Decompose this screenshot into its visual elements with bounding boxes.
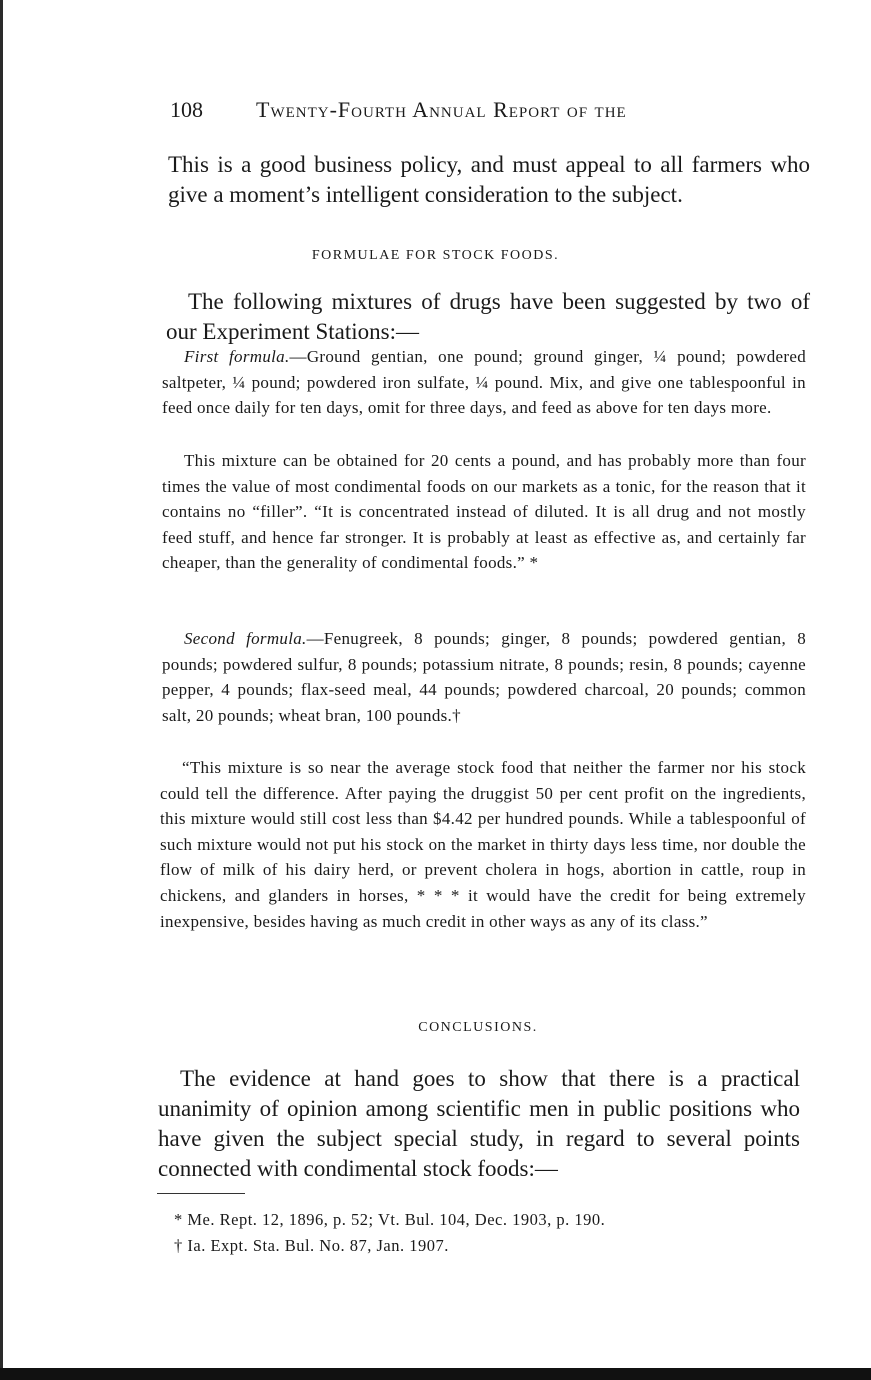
footnote-rule — [157, 1193, 245, 1194]
first-formula-label: First formula. — [184, 347, 290, 366]
intro-paragraph: This is a good business policy, and must appeal to all farmers who give a moment’s intelligent consideration to the subject. — [168, 152, 810, 207]
first-formula-comment: This mixture can be obtained for 20 cents a pound, and has probably more than four times the value of most condimental foods on our markets as a tonic, for the reason that it contains no “filler”. “It is concentrated instead of diluted. It is all drug and not mostly feed stuff, and hence far stronger. It is probably at least as effective as, and certainly far cheaper, than the generality of condimental foods.” * — [162, 451, 806, 573]
second-formula-text: —Fenugreek, 8 pounds; ginger, 8 pounds; powdered gentian, 8 pounds; powdered sulfur, 8 pounds; potassium nitrate, 8 pounds; resin, 8 pounds; cayenne pepper, 4 pounds; flax-seed meal, 44 pounds; powdered charcoal, 20 pounds; common salt, 20 pounds; wheat bran, 100 pounds.† — [162, 629, 806, 725]
second-formula-label: Second formula. — [184, 629, 307, 648]
first-formula-text: —Ground gentian, one pound; ground ginger, ¼ pound; powdered saltpeter, ¼ pound; powdered iron sulfate, ¼ pound. Mix, and give one tablespoonful in feed once daily for ten days, omit for three days, and feed as above for ten days more. — [162, 347, 806, 418]
second-formula-paragraph — [162, 626, 806, 728]
page-bottom-edge — [0, 1368, 871, 1380]
section-heading-conclusions: CONCLUSIONS. — [418, 1020, 538, 1035]
first-formula-paragraph — [162, 344, 806, 421]
footnote-1: * Me. Rept. 12, 1896, p. 52; Vt. Bul. 104, Dec. 1903, p. 190. — [174, 1210, 606, 1229]
formulae-intro-paragraph: The following mixtures of drugs have been suggested by two of our Experiment Stations:— — [166, 289, 810, 344]
page-left-edge — [0, 0, 3, 1368]
conclusions-paragraph: The evidence at hand goes to show that there is a practical unanimity of opinion among scientific men in public positions who have given the subject special study, in regard to several points connected with condimental stock foods:— — [158, 1066, 800, 1181]
running-title: Twenty-Fourth Annual Report of the — [256, 97, 627, 122]
page-number: 108 — [170, 97, 203, 122]
section-heading-formulae: FORMULAE FOR STOCK FOODS. — [311, 248, 560, 263]
second-formula-comment: “This mixture is so near the average stock food that neither the farmer nor his stock could tell the difference. After paying the druggist 50 per cent profit on the ingredients, this mixture would still cost less than $4.42 per hundred pounds. While a tablespoonful of such mixture would not put his stock on the market in thirty days less time, nor double the flow of milk of his dairy herd, or prevent cholera in hogs, abortion in cattle, roup in chickens, and glanders in horses, * * * it would have the credit for being extremely inexpensive, besides having as much credit in other ways as any of its class.” — [160, 758, 806, 931]
running-header — [170, 97, 810, 123]
footnote-2: † Ia. Expt. Sta. Bul. No. 87, Jan. 1907. — [174, 1236, 449, 1255]
